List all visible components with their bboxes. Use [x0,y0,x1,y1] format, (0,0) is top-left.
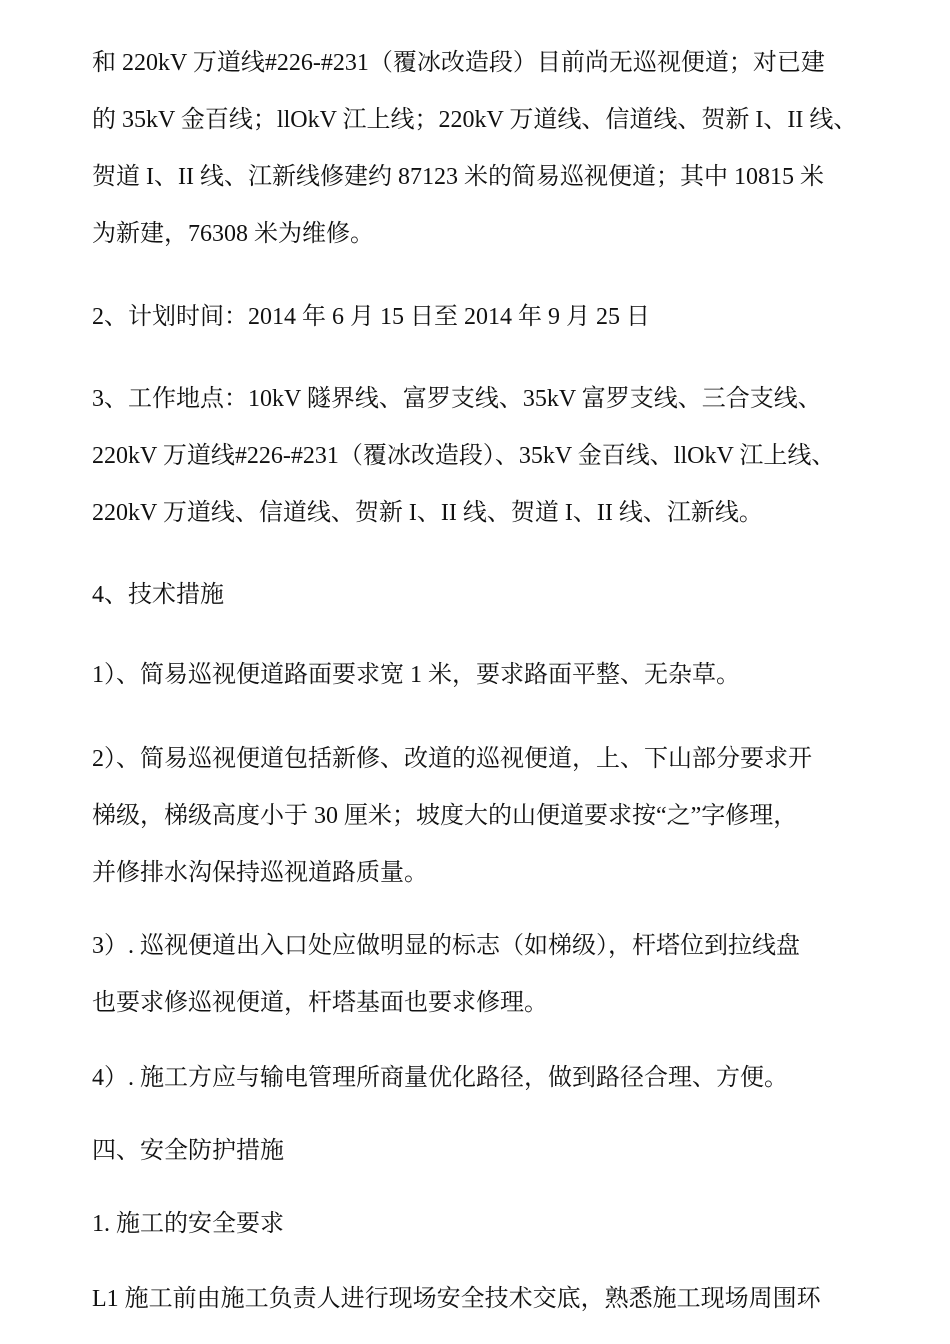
text-line: 梯级，梯级高度小于 30 厘米；坡度大的山便道要求按“之”字修理， [92,803,798,829]
text-line: 220kV 万道线#226-#231（覆冰改造段）、35kV 金百线、llOkV 江上线、 [92,443,836,469]
list-item: 2）、简易巡视便道包括新修、改道的巡视便道，上、下山部分要求开 [92,746,812,772]
text-line: 的 35kV 金百线；llOkV 江上线；220kV 万道线、信道线、贺新 I、II 线、 [92,107,858,133]
text-line: L1 施工前由施工负责人进行现场安全技术交底，熟悉施工现场周围环 [92,1286,821,1312]
text-line: 贺道 I、II 线、江新线修建约 87123 米的简易巡视便道；其中 10815 米 [92,164,824,190]
work-location-line: 3、工作地点：10kV 隧界线、富罗支线、35kV 富罗支线、三合支线、 [92,386,822,412]
plan-time-line: 2、计划时间：2014 年 6 月 15 日至 2014 年 9 月 25 日 [92,304,650,330]
list-item: 3）. 巡视便道出入口处应做明显的标志（如梯级），杆塔位到拉线盘 [92,933,800,959]
list-item: 4）. 施工方应与输电管理所商量优化路径，做到路径合理、方便。 [92,1065,788,1091]
text-line: 并修排水沟保持巡视道路质量。 [92,860,428,886]
text-line: 和 220kV 万道线#226-#231（覆冰改造段）目前尚无巡视便道；对已建 [92,50,825,76]
text-line: 为新建，76308 米为维修。 [92,221,374,247]
text-line: 也要求修巡视便道，杆塔基面也要求修理。 [92,990,548,1016]
list-item: 1）、简易巡视便道路面要求宽 1 米，要求路面平整、无杂草。 [92,662,740,688]
section-heading: 4、技术措施 [92,582,224,608]
text-line: 220kV 万道线、信道线、贺新 I、II 线、贺道 I、II 线、江新线。 [92,500,763,526]
subsection-heading: 1. 施工的安全要求 [92,1211,284,1237]
section-heading: 四、安全防护措施 [92,1138,284,1164]
